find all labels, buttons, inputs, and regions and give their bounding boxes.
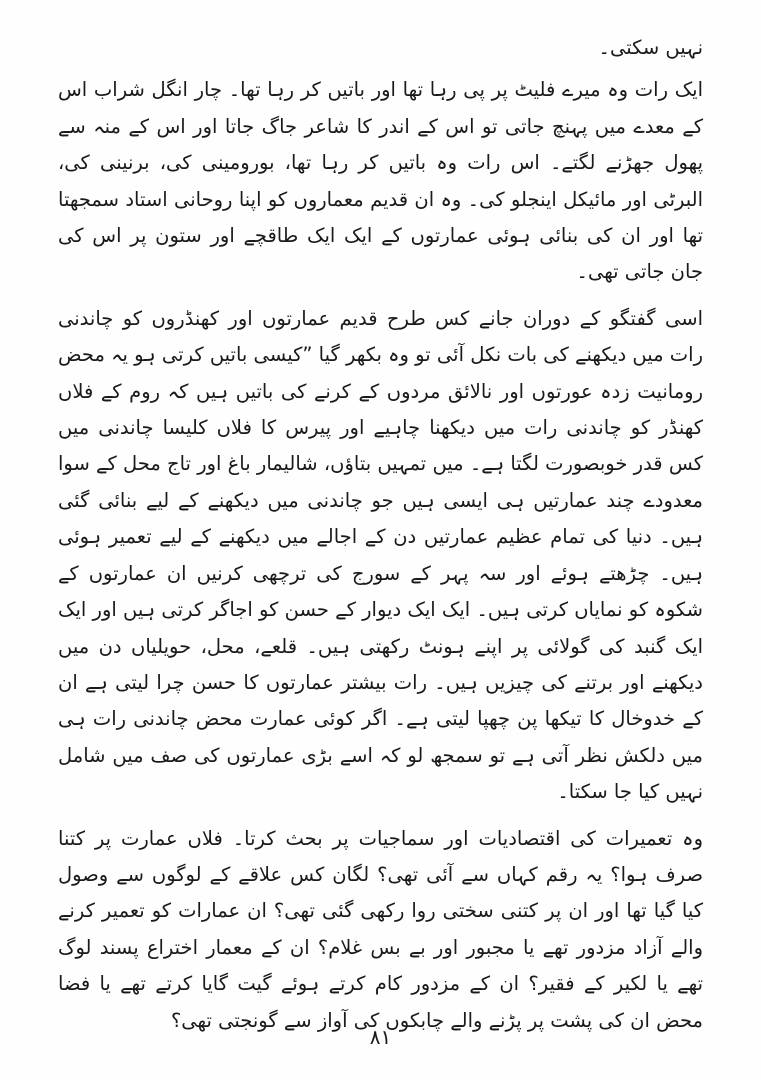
paragraph-gap	[58, 811, 703, 821]
page-body	[58, 30, 703, 1039]
paragraph-3: وہ تعمیرات کی اقتصادیات اور سماجیات پر بحث کرتا۔ فلاں عمارت پر کتنا صرف ہوا؟ یہ رقم کہاں سے آئی تھی؟ لگان کس علاقے کے لوگوں سے وصول کیا گیا تھا اور ان پر کتنی سختی روا رکھی گئی تھی؟ ان عمارات کو تعمیر کرنے والے آزاد مزدور تھے یا مجبور اور بے بس غلام؟ ان کے معمار اختراع پسند لوگ تھے یا لکیر کے فقیر؟ ان کے مزدور کام کرتے ہوئے گیت گایا کرتے تھے یا فضا محض ان کی پشت پر پڑنے والے چابکوں کی آواز سے گونجتی تھی؟	[58, 826, 703, 1032]
paragraph-2: اسی گفتگو کے دوران جانے کس طرح قدیم عمارتوں اور کھنڈروں کو چاندنی رات میں دیکھنے کی بات نکل آئی تو وہ بکھر گیا ”کیسی باتیں کرتی ہو یہ محض رومانیت زدہ عورتوں اور نالائق مردوں کے کرنے کی باتیں ہیں کہ روم کے فلاں کھنڈر کو چاندنی رات میں دیکھنا چاہیے اور پیرس کا فلاں کلیسا چاندنی میں کس قدر خوبصورت لگتا ہے۔ میں تمہیں بتاؤں، شالیمار باغ اور تاج محل کے سوا معدودے چند عمارتیں ہی ایسی ہیں جو چاندنی میں دیکھنے کے لیے بنائی گئی ہیں۔ دنیا کی تمام عظیم عمارتیں دن کے اجالے میں دیکھنے کے لیے تعمیر ہوئی ہیں۔ چڑھتے ہوئے اور سہ پہر کے سورج کی ترچھی کرنیں ان عمارتوں کے شکوہ کو نمایاں کرتی ہیں۔ ایک ایک دیوار کے حسن کو اجاگر کرتی ہیں اور ایک ایک گنبد کی گولائی پر اپنے ہونٹ رکھتی ہیں۔ قلعے، محل، حویلیاں دن میں دیکھنے اور برتنے کی چیزیں ہیں۔ رات بیشتر عمارتوں کا حسن چرا لیتی ہے ان کے خدوخال کا تیکھا پن چھپا لیتی ہے۔ اگر کوئی عمارت محض چاندنی رات ہی میں دلکش نظر آتی ہے تو سمجھ لو کہ اسے بڑی عمارتوں کی صف میں شامل نہیں کیا جا سکتا۔	[58, 306, 703, 804]
paragraph-gap	[58, 291, 703, 301]
opening-line: نہیں سکتی۔	[598, 36, 703, 59]
page-number: ۸۱	[369, 1025, 392, 1049]
paragraph-1: ایک رات وہ میرے فلیٹ پر پی رہا تھا اور باتیں کر رہا تھا۔ چار انگل شراب اس کے معدے میں پہنچ جاتی تو اس کے اندر کا شاعر جاگ جاتا اور اس کے منہ سے پھول جھڑنے لگتے۔ اس رات وہ باتیں کر رہا تھا، بورومینی کی، برنینی کی، البرٹی اور مائیکل اینجلو کی۔ وہ ان قدیم معماروں کو اپنا روحانی استاد سمجھتا تھا اور ان کی بنائی ہوئی عمارتوں کے ایک ایک طاقچے اور ستون پر اس کی جان جاتی تھی۔	[58, 78, 703, 284]
